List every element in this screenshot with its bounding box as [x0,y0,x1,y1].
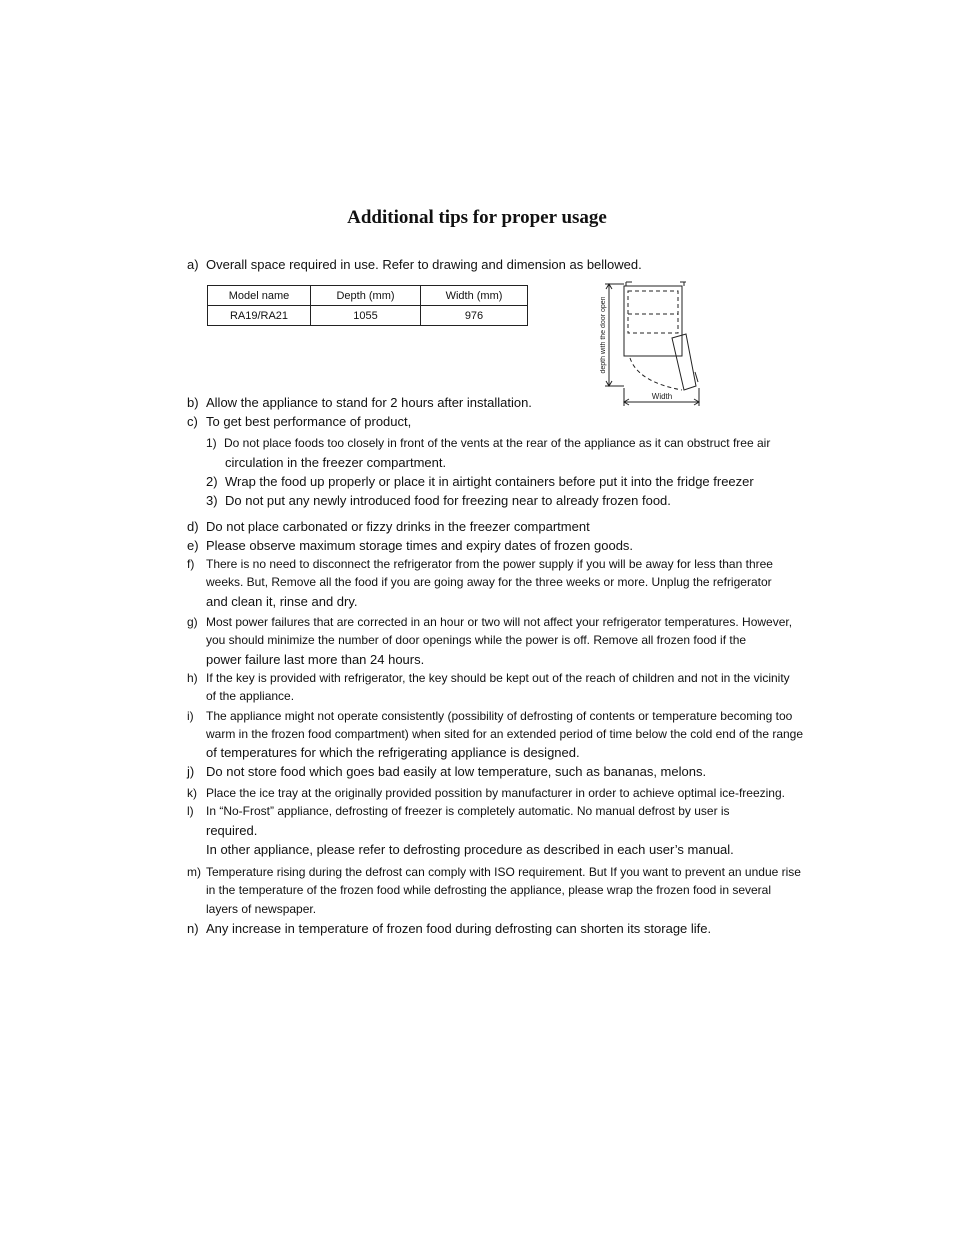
item-label: b) [187,395,199,410]
item-text: Overall space required in use. Refer to drawing and dimension as bellowed. [206,257,642,272]
item-text: Do not store food which goes bad easily at low temperature, such as bananas, melons. [206,764,707,779]
item-text: Any increase in temperature of frozen food during defrosting can shorten its storage life. [206,921,712,936]
dimensions-table [207,285,528,326]
item-text: Place the ice tray at the originally provided possition by manufacturer in order to achieve optimal ice-freezing. [206,786,785,800]
item-text: In other appliance, please refer to defrosting procedure as described in each user’s manual. [206,842,734,857]
sub-item-text: circulation in the freezer compartment. [225,455,447,470]
item-text: required. [206,823,258,838]
table-cell: RA19/RA21 [208,306,311,326]
item-text: Temperature rising during the defrost can comply with ISO requirement. But If you want to prevent an undue rise [206,865,801,879]
sub-item-text: Do not place foods too closely in front of the vents at the rear of the appliance as it can obstruct free air [224,436,771,450]
item-label: j) [187,764,195,779]
table-cell: 976 [421,306,528,326]
item-text: of the appliance. [206,689,295,703]
item-text: If the key is provided with refrigerator, the key should be kept out of the reach of children and not in the vicinity [206,671,790,685]
item-label: n) [187,921,199,936]
item-text: Please observe maximum storage times and expiry dates of frozen goods. [206,538,634,553]
item-text: weeks. But, Remove all the food if you are going away for the three weeks or more. Unplug the refrigerator [206,575,772,589]
item-text: Allow the appliance to stand for 2 hours after installation. [206,395,532,410]
item-text: To get best performance of product, [206,414,412,429]
sub-item-text: Wrap the food up properly or place it in airtight containers before put it into the fridge freezer [225,474,754,489]
sub-item-label: 3) [206,493,218,508]
item-label: m) [187,865,201,879]
item-label: f) [187,557,195,571]
item-text: There is no need to disconnect the refrigerator from the power supply if you will be away for less than three [206,557,773,571]
item-text: you should minimize the number of door openings while the power is off. Remove all frozen food if the [206,633,747,647]
item-text: In “No-Frost” appliance, defrosting of freezer is completely automatic. No manual defrost by user is [206,804,730,818]
width-label: Width [651,392,673,401]
table-cell: 1055 [311,306,421,326]
item-text: warm in the frozen food compartment) when sited for an extended period of time below the cold end of the range [206,727,804,741]
table-header-row [208,286,528,306]
sub-item-label: 1) [206,436,217,450]
sub-item-label: 2) [206,474,218,489]
item-label: c) [187,414,198,429]
item-label: l) [187,804,194,818]
clearance-diagram [600,280,710,408]
item-text: Do not place carbonated or fizzy drinks in the freezer compartment [206,519,590,534]
item-label: i) [187,709,194,723]
item-text: The appliance might not operate consistently (possibility of defrosting of contents or temperature becoming too [206,709,793,723]
item-label: d) [187,519,199,534]
table-row [208,306,528,326]
item-text: power failure last more than 24 hours. [206,652,425,667]
item-label: h) [187,671,198,685]
item-text: Most power failures that are corrected in an hour or two will not affect your refrigerator temperatures. However, [206,615,793,629]
item-label: g) [187,615,198,629]
table-header-cell: Width (mm) [421,286,528,306]
item-text: layers of newspaper. [206,902,317,916]
item-text: in the temperature of the frozen food while defrosting the appliance, please wrap the frozen food in several [206,883,772,897]
item-text: and clean it, rinse and dry. [206,594,358,609]
page-title: Additional tips for proper usage [347,207,607,228]
depth-label: depth with the door open [600,296,607,374]
table-header-cell: Depth (mm) [311,286,421,306]
item-text: of temperatures for which the refrigerating appliance is designed. [206,745,580,760]
item-label: e) [187,538,199,553]
item-label: a) [187,257,199,272]
table-header-cell: Model name [208,286,311,306]
sub-item-text: Do not put any newly introduced food for freezing near to already frozen food. [225,493,671,508]
item-label: k) [187,786,197,800]
